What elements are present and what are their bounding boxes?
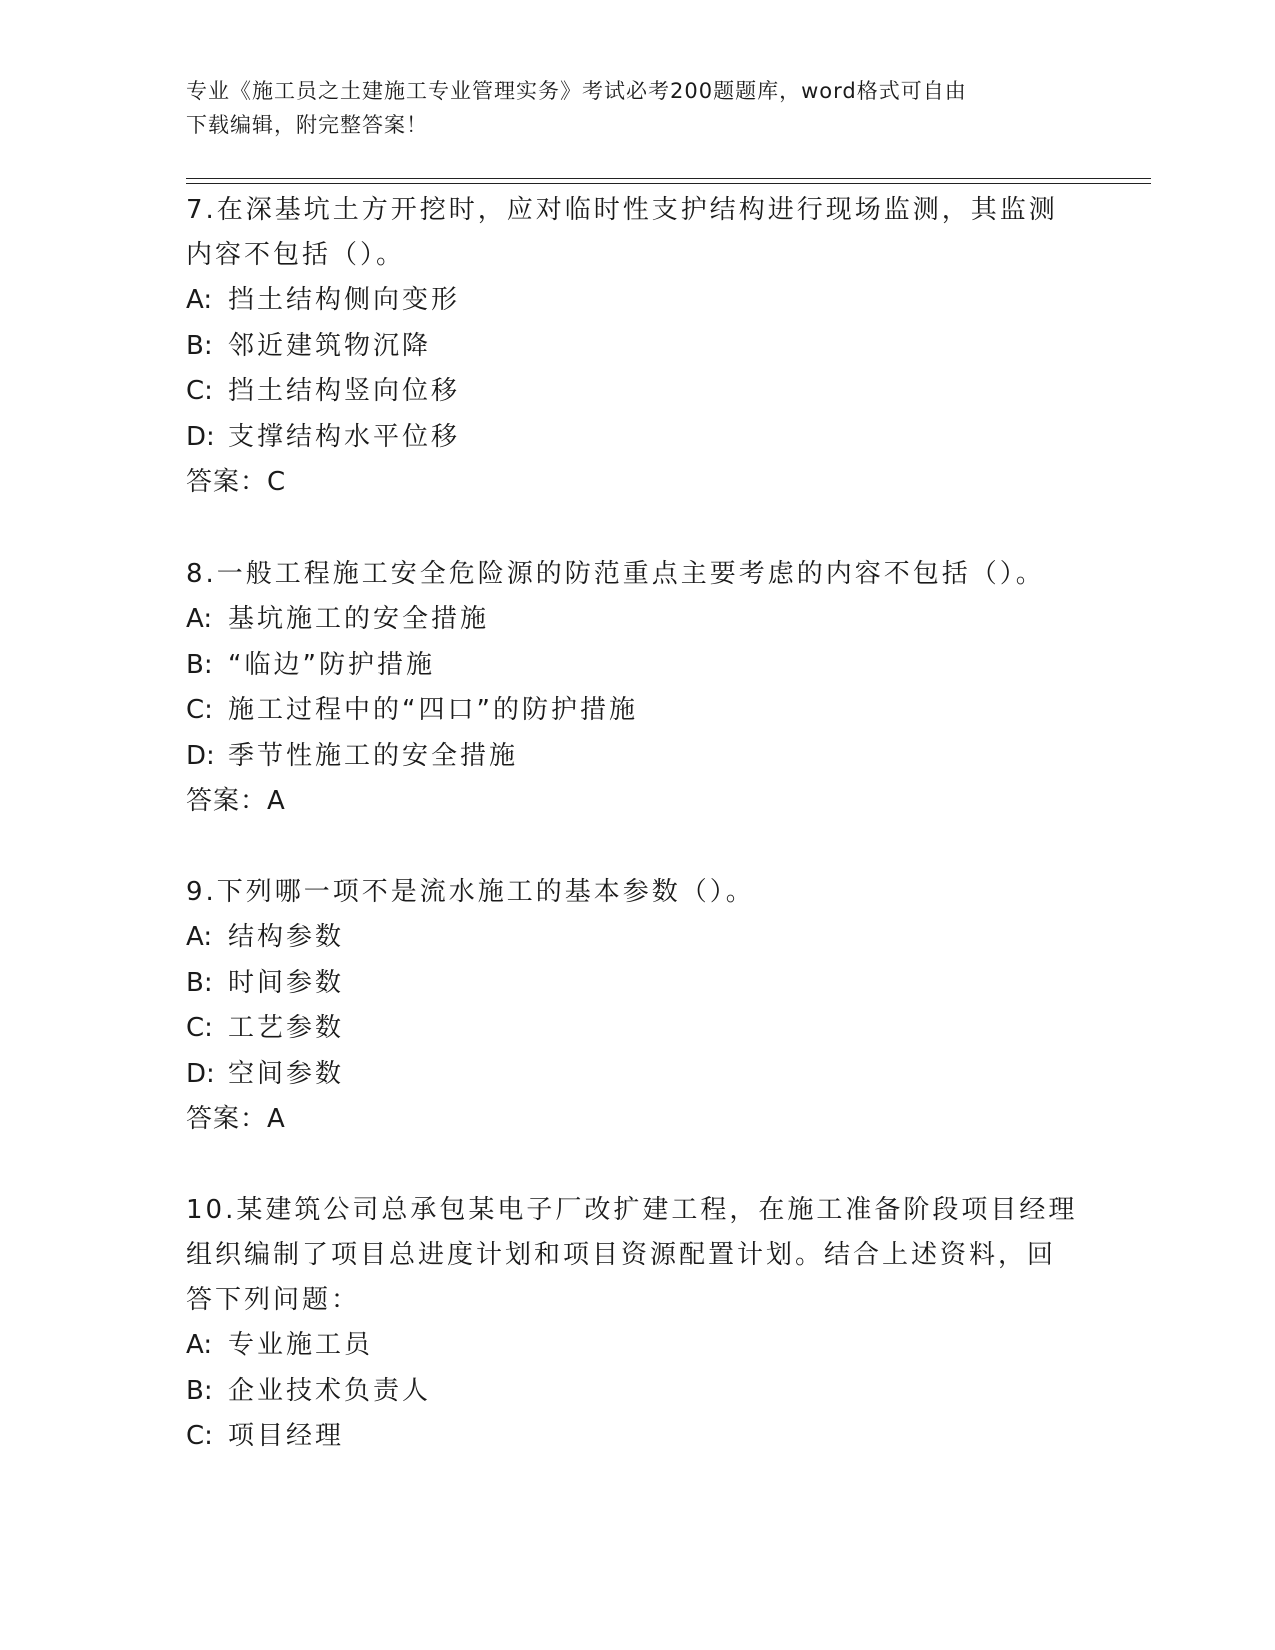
option-c	[186, 369, 1086, 415]
answer-line: 答案：C	[186, 467, 287, 497]
header-divider-bottom	[186, 183, 1151, 184]
option-text: 挡土结构竖向位移	[228, 376, 461, 406]
option-text: 企业技术负责人	[228, 1375, 432, 1406]
option-letter: D:	[186, 421, 215, 452]
answer-line: 答案：A	[186, 1104, 286, 1134]
option-letter: C:	[186, 376, 213, 406]
option-b	[186, 324, 1086, 370]
header-divider-top	[186, 178, 1151, 179]
option-b	[186, 643, 1086, 689]
option-c	[186, 1414, 1086, 1460]
option-letter: C:	[186, 1013, 213, 1043]
question-stem-line: 9.下列哪一项不是流水施工的基本参数（）。	[186, 877, 755, 907]
option-a	[186, 597, 1086, 643]
option-text: “临边”防护措施	[228, 649, 435, 680]
answer-line: 答案：A	[186, 786, 286, 816]
option-text: 支撑结构水平位移	[228, 421, 461, 452]
option-text: 专业施工员	[228, 1330, 374, 1360]
option-c	[186, 688, 1086, 734]
question-8	[186, 552, 1086, 824]
document-header	[186, 74, 1086, 142]
header-line-2: 下载编辑，附完整答案！	[186, 113, 428, 137]
option-letter: A:	[186, 1330, 213, 1360]
option-a	[186, 1323, 1086, 1369]
question-10	[186, 1188, 1086, 1460]
option-letter: B:	[186, 649, 213, 680]
question-stem-line: 7.在深基坑土方开挖时，应对临时性支护结构进行现场监测，其监测	[186, 195, 1058, 225]
question-stem-line: 10.某建筑公司总承包某电子厂改扩建工程，在施工准备阶段项目经理	[186, 1195, 1078, 1225]
header-line-1: 专业《施工员之土建施工专业管理实务》考试必考200题题库，word格式可自由	[186, 79, 967, 103]
option-text: 基坑施工的安全措施	[228, 604, 490, 634]
option-text: 工艺参数	[228, 1013, 345, 1043]
option-letter: B:	[186, 330, 213, 361]
option-text: 邻近建筑物沉降	[228, 330, 432, 361]
question-stem-line: 答下列问题：	[186, 1285, 361, 1315]
option-letter: A:	[186, 922, 213, 952]
option-text: 空间参数	[228, 1058, 345, 1089]
option-letter: A:	[186, 285, 213, 315]
question-stem-line: 内容不包括（）。	[186, 240, 406, 270]
option-letter: B:	[186, 1375, 213, 1406]
option-a	[186, 278, 1086, 324]
option-d	[186, 415, 1086, 461]
option-letter: D:	[186, 1058, 215, 1089]
question-stem-line: 组织编制了项目总进度计划和项目资源配置计划。结合上述资料，回	[186, 1240, 1057, 1270]
option-text: 项目经理	[228, 1421, 345, 1451]
question-9	[186, 870, 1086, 1142]
option-c	[186, 1006, 1086, 1052]
option-letter: A:	[186, 604, 213, 634]
question-stem-line: 8.一般工程施工安全危险源的防范重点主要考虑的内容不包括（）。	[186, 559, 1045, 589]
option-letter: B:	[186, 967, 213, 998]
question-7	[186, 188, 1086, 505]
option-b	[186, 961, 1086, 1007]
option-letter: C:	[186, 1421, 213, 1451]
option-letter: C:	[186, 695, 213, 725]
option-b	[186, 1369, 1086, 1415]
option-text: 结构参数	[228, 922, 345, 952]
option-text: 时间参数	[228, 967, 345, 998]
option-text: 施工过程中的“四口”的防护措施	[228, 695, 638, 725]
option-text: 季节性施工的安全措施	[228, 740, 519, 771]
option-d	[186, 734, 1086, 780]
option-letter: D:	[186, 740, 215, 771]
option-a	[186, 915, 1086, 961]
option-text: 挡土结构侧向变形	[228, 285, 461, 315]
option-d	[186, 1052, 1086, 1098]
